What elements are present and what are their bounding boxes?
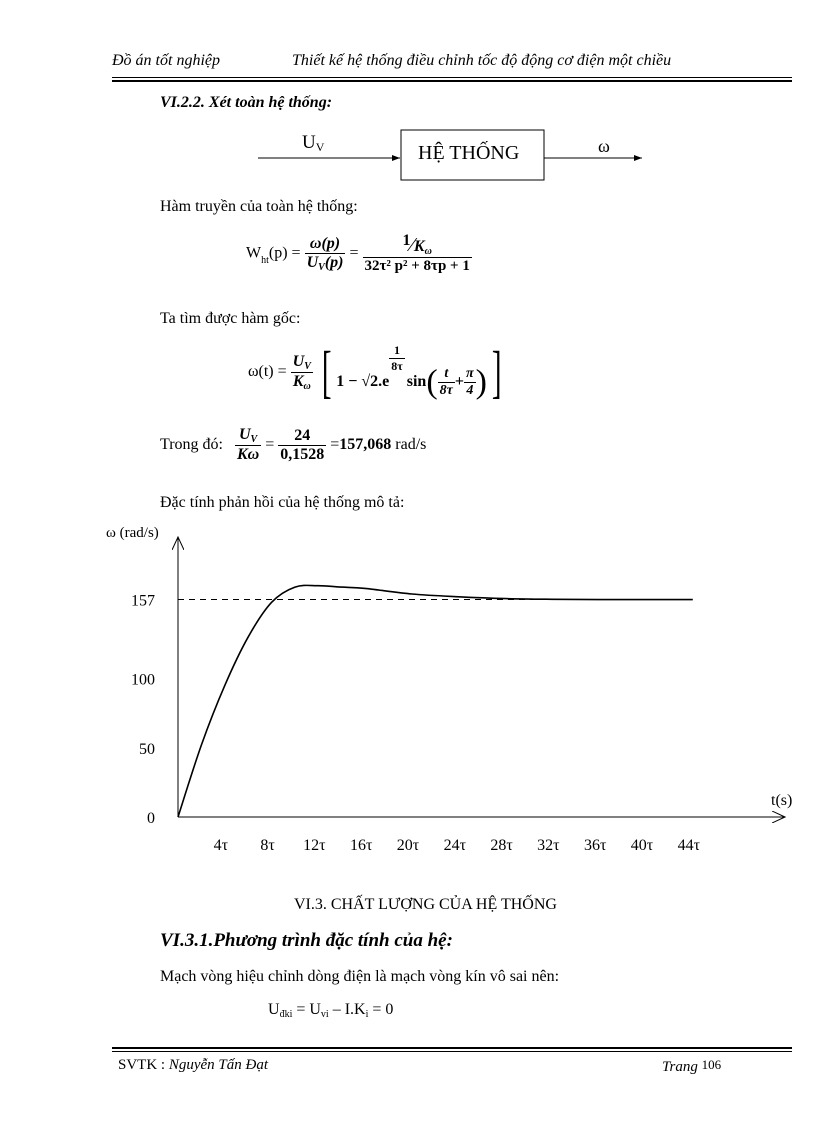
eq-b-sub: vi	[320, 1009, 329, 1020]
footer-right	[662, 1057, 721, 1076]
orig-arg-2	[464, 366, 476, 399]
orig-arg-num1: t	[438, 366, 455, 383]
input-subscript: V	[315, 140, 325, 154]
transfer-fraction-2	[363, 232, 472, 275]
section-heading-631: VI.3.1.Phương trình đặc tính của hệ:	[160, 930, 453, 951]
eq-c: – I.K	[328, 1001, 366, 1018]
orig-frac-num: U	[292, 352, 305, 370]
where-num2: 24	[278, 427, 326, 446]
orig-arg-den2: 4	[466, 382, 474, 398]
transfer-equation: $W_{ht}(p)$ = $\frac{\omega(p)}{U_V(p)}$ = $\frac{1⁄K_\omega}{\text{32τ² p² + 8τp + 1}}$	[246, 232, 470, 274]
response-chart	[0, 515, 816, 865]
eq-a-sub: đki	[279, 1009, 293, 1020]
input-label	[302, 132, 324, 155]
den1-a: U	[306, 253, 319, 271]
output-label: ω	[598, 136, 610, 156]
header-rule-1	[112, 77, 792, 78]
eq-d: = 0	[368, 1001, 394, 1018]
orig-body-a: 1 − √2.e	[336, 373, 390, 390]
x-tick-label: 32τ	[537, 837, 560, 854]
original-fraction	[291, 353, 313, 392]
input-symbol: U	[302, 132, 316, 153]
footer-page-label: Trang	[662, 1059, 698, 1075]
x-tick-label: 36τ	[583, 837, 607, 854]
num2-k: K	[413, 238, 425, 255]
response-curve	[178, 585, 693, 817]
original-intro: Ta tìm được hàm gốc:	[160, 310, 301, 327]
where-unit: rad/s	[395, 436, 427, 453]
orig-arg-den1: 8τ	[439, 382, 453, 398]
x-axis-label: t(s)	[771, 792, 793, 809]
transfer-lhs: W	[246, 244, 262, 262]
den1-b: (p)	[324, 253, 344, 271]
system-box-label: HỆ THỐNG	[418, 142, 520, 164]
header-right: Thiết kế hệ thống điều chỉnh tốc độ động cơ điện một chiều	[292, 52, 672, 69]
where-num: U	[238, 426, 251, 443]
section-63-title: VI.3. CHẤT LƯỢNG CỦA HỆ THỐNG	[294, 896, 557, 913]
section-631-text: Mạch vòng hiệu chỉnh dòng điện là mạch vòng kín vô sai nên:	[160, 968, 560, 985]
footer-author: Nguyễn Tấn Đạt	[168, 1057, 269, 1073]
x-tick-label: 24τ	[443, 837, 467, 854]
transfer-fraction-1	[305, 235, 346, 273]
where-den: Kω	[236, 446, 260, 463]
eq-b: = U	[292, 1001, 321, 1018]
y-tick-label: 157	[131, 592, 155, 610]
original-equation: ω(t) = $\frac{U_V}{K_\omega}$ [ 1 − √2.e $\frac{1}{8\tau}$ sin( $\frac{t}{8\tau}$ + $\frac{\pi}{4}$ )]	[248, 339, 502, 405]
where-result: 157,068	[339, 436, 392, 453]
where-den2: 0,1528	[280, 445, 325, 463]
chart-intro: Đặc tính phản hồi của hệ thống mô tả:	[160, 494, 405, 511]
section-631-equation	[268, 1001, 393, 1020]
transfer-den-2: 32τ² p² + 8τp + 1	[364, 258, 470, 274]
footer-page-number: 106	[701, 1057, 722, 1072]
where-fraction-2	[278, 427, 326, 464]
x-tick-label: 8τ	[260, 837, 275, 854]
footer-rule-2	[112, 1051, 792, 1052]
orig-frac-den-sub: ω	[303, 380, 311, 392]
orig-exp	[389, 343, 405, 374]
eq-a: U	[268, 1001, 280, 1018]
y-tick-label: 50	[139, 740, 155, 758]
header-left: Đồ án tốt nghiệp	[112, 52, 220, 69]
where-label: Trong đó:	[160, 436, 223, 453]
y-tick-label: 0	[147, 810, 155, 827]
section-heading-622: VI.2.2. Xét toàn hệ thống:	[160, 94, 333, 111]
footer-svtk: SVTK :	[118, 1057, 169, 1073]
where-fraction-1	[235, 426, 261, 464]
x-tick-label: 44τ	[677, 837, 701, 854]
y-axis-label: ω (rad/s)	[106, 525, 159, 541]
x-tick-label: 40τ	[630, 837, 654, 854]
num2-ksub: ω	[424, 246, 432, 257]
x-tick-label: 20τ	[396, 837, 420, 854]
orig-sin: sin	[406, 373, 427, 390]
orig-exp-num: 1	[389, 343, 405, 359]
transfer-num-1: ω(p)	[305, 235, 346, 254]
eq-c-sub: i	[365, 1009, 369, 1020]
y-tick-label: 100	[131, 671, 155, 689]
orig-arg-num2: π	[466, 365, 474, 381]
orig-frac-den: K	[292, 372, 304, 390]
orig-arg-1	[438, 366, 455, 399]
num2-one: 1	[402, 232, 411, 249]
orig-plus: +	[454, 373, 464, 390]
transfer-num-2: $1⁄K_\omega$	[363, 232, 472, 258]
x-tick-label: 16τ	[349, 837, 373, 854]
den1-sub: V	[318, 261, 325, 273]
transfer-intro: Hàm truyền của toàn hệ thống:	[160, 198, 358, 215]
transfer-lhs-arg: (p) =	[268, 244, 301, 262]
x-tick-label: 12τ	[303, 837, 326, 854]
transfer-lhs-sub: ht	[261, 255, 269, 267]
orig-exp-den: 8τ	[391, 359, 403, 373]
x-tick-label: 28τ	[490, 837, 513, 854]
header-rule-2	[112, 80, 792, 82]
original-bracket-body: 1 − √2.e $\frac{1}{8\tau}$ sin( $\frac{t}{8\tau}$ + $\frac{\pi}{4}$ )	[336, 343, 487, 401]
footer-rule-1	[112, 1047, 792, 1049]
footer-left	[118, 1057, 268, 1074]
x-tick-label: 4τ	[213, 837, 229, 854]
original-lhs: ω(t) =	[248, 363, 287, 381]
transfer-den-1	[305, 254, 346, 273]
where-equation: Trong đó: $\frac{U_V}{K\omega}$ = $\frac{24}{0,1528}$ =157,068 rad/s	[160, 426, 427, 463]
orig-frac-num-sub: V	[304, 360, 311, 372]
where-num-sub: V	[250, 434, 258, 445]
